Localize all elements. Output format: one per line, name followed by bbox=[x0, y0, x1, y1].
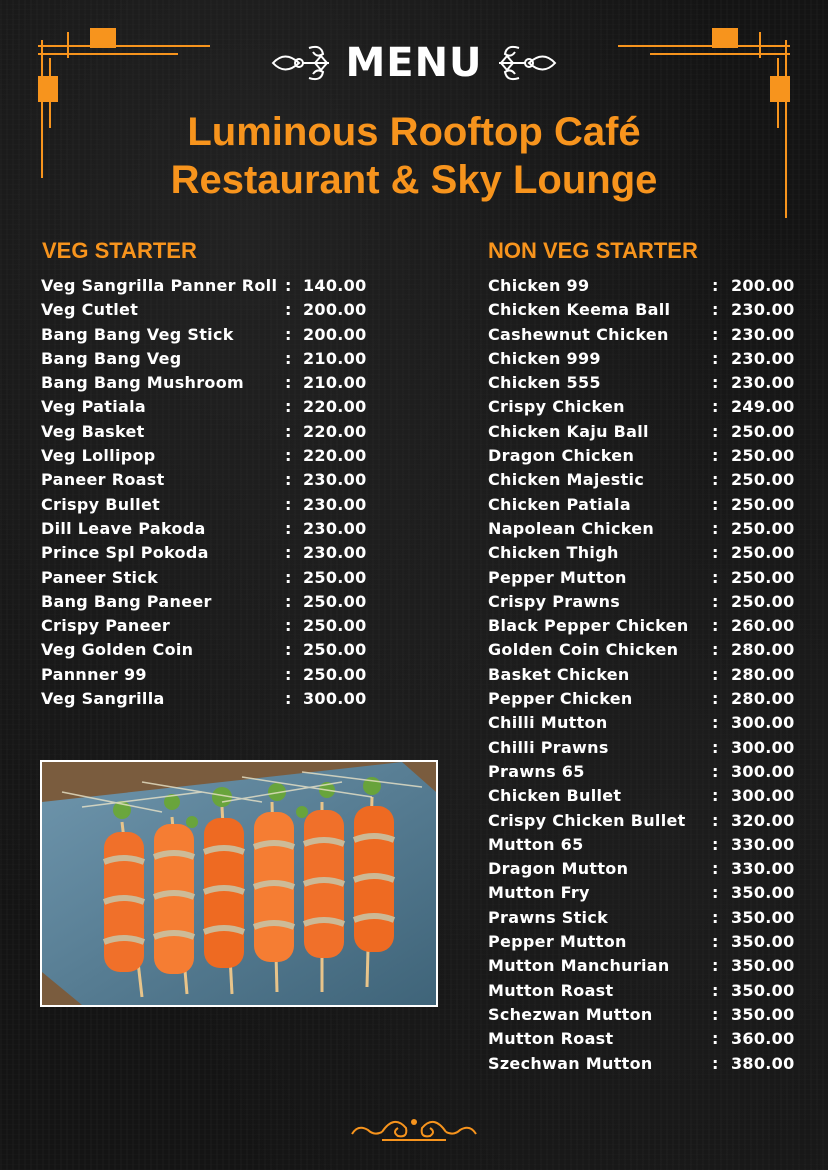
menu-item-price: 230.00 bbox=[303, 543, 367, 563]
menu-item-row bbox=[488, 954, 798, 978]
menu-item-row bbox=[488, 493, 798, 517]
menu-item-name: Mutton Manchurian bbox=[488, 956, 670, 976]
menu-item-row bbox=[41, 420, 371, 444]
menu-item-price: 280.00 bbox=[731, 689, 795, 709]
menu-item-separator: : bbox=[712, 324, 719, 344]
menu-item-separator: : bbox=[285, 373, 292, 393]
menu-item-separator: : bbox=[712, 640, 719, 660]
menu-item-row bbox=[41, 493, 371, 517]
menu-item-row bbox=[488, 1027, 798, 1051]
menu-item-name: Mutton 65 bbox=[488, 834, 584, 854]
menu-item-price: 250.00 bbox=[731, 591, 795, 611]
menu-item-separator: : bbox=[712, 543, 719, 563]
menu-item-price: 250.00 bbox=[731, 494, 795, 514]
menu-item-separator: : bbox=[285, 543, 292, 563]
menu-item-row bbox=[488, 711, 798, 735]
menu-item-name: Chilli Prawns bbox=[488, 737, 609, 757]
menu-item-separator: : bbox=[285, 567, 292, 587]
menu-item-row bbox=[488, 590, 798, 614]
menu-item-separator: : bbox=[712, 664, 719, 684]
menu-item-name: Crispy Chicken Bullet bbox=[488, 810, 686, 830]
menu-item-row bbox=[488, 784, 798, 808]
menu-item-separator: : bbox=[712, 373, 719, 393]
menu-item-price: 220.00 bbox=[303, 446, 367, 466]
menu-item-price: 250.00 bbox=[731, 518, 795, 538]
menu-item-price: 300.00 bbox=[303, 689, 367, 709]
menu-item-name: Chicken 99 bbox=[488, 276, 590, 295]
menu-item-row bbox=[488, 809, 798, 833]
menu-item-row bbox=[41, 395, 371, 419]
menu-item-price: 250.00 bbox=[731, 567, 795, 587]
menu-item-row bbox=[41, 347, 371, 371]
menu-item-separator: : bbox=[285, 664, 292, 684]
menu-item-separator: : bbox=[712, 834, 719, 854]
menu-item-row bbox=[488, 857, 798, 881]
menu-item-separator: : bbox=[712, 348, 719, 368]
skewers-illustration bbox=[42, 762, 436, 1005]
menu-title-block bbox=[269, 40, 558, 86]
menu-item-row bbox=[41, 274, 371, 298]
menu-item-row bbox=[488, 833, 798, 857]
menu-item-price: 250.00 bbox=[303, 616, 367, 636]
menu-item-separator: : bbox=[712, 956, 719, 976]
menu-item-row bbox=[488, 517, 798, 541]
menu-item-separator: : bbox=[285, 616, 292, 636]
menu-item-price: 220.00 bbox=[303, 421, 367, 441]
menu-item-row bbox=[41, 566, 371, 590]
menu-item-price: 320.00 bbox=[731, 810, 795, 830]
menu-item-row bbox=[41, 687, 371, 711]
menu-item-price: 250.00 bbox=[303, 640, 367, 660]
menu-item-name: Chicken Majestic bbox=[488, 470, 645, 490]
menu-item-separator: : bbox=[285, 397, 292, 417]
menu-item-separator: : bbox=[712, 397, 719, 417]
menu-item-price: 250.00 bbox=[731, 421, 795, 441]
scroll-ornament-icon bbox=[269, 40, 331, 86]
menu-item-price: 250.00 bbox=[303, 664, 367, 684]
menu-item-name: Pepper Mutton bbox=[488, 567, 627, 587]
menu-item-price: 280.00 bbox=[731, 640, 795, 660]
menu-item-row bbox=[41, 614, 371, 638]
menu-item-row bbox=[488, 274, 798, 298]
menu-item-price: 330.00 bbox=[731, 834, 795, 854]
menu-item-separator: : bbox=[712, 470, 719, 490]
menu-item-name: Napolean Chicken bbox=[488, 518, 655, 538]
menu-item-row bbox=[41, 444, 371, 468]
nonveg-starter-list bbox=[488, 274, 798, 1076]
menu-item-price: 350.00 bbox=[731, 907, 795, 927]
menu-item-name: Chicken 999 bbox=[488, 348, 601, 368]
menu-item-separator: : bbox=[285, 470, 292, 490]
menu-item-separator: : bbox=[285, 446, 292, 466]
menu-item-price: 250.00 bbox=[303, 567, 367, 587]
menu-item-price: 230.00 bbox=[731, 300, 795, 320]
menu-item-row bbox=[488, 420, 798, 444]
menu-item-row bbox=[41, 468, 371, 492]
menu-item-price: 350.00 bbox=[731, 932, 795, 952]
menu-item-price: 200.00 bbox=[303, 324, 367, 344]
menu-item-name: Pannner 99 bbox=[41, 664, 147, 684]
menu-item-separator: : bbox=[712, 567, 719, 587]
menu-item-separator: : bbox=[285, 300, 292, 320]
menu-item-price: 230.00 bbox=[731, 324, 795, 344]
menu-item-row bbox=[41, 298, 371, 322]
menu-item-row bbox=[488, 906, 798, 930]
menu-item-row bbox=[488, 979, 798, 1003]
food-skewers-photo bbox=[40, 760, 438, 1007]
menu-item-row bbox=[41, 371, 371, 395]
menu-item-price: 300.00 bbox=[731, 761, 795, 781]
menu-item-name: Pepper Mutton bbox=[488, 932, 627, 952]
menu-item-row bbox=[41, 638, 371, 662]
menu-item-separator: : bbox=[285, 518, 292, 538]
menu-item-name: Veg Golden Coin bbox=[41, 640, 194, 660]
menu-item-name: Chicken Keema Ball bbox=[488, 300, 671, 320]
menu-item-row bbox=[488, 1052, 798, 1076]
menu-item-name: Crispy Chicken bbox=[488, 397, 625, 417]
menu-item-separator: : bbox=[712, 591, 719, 611]
menu-item-separator: : bbox=[285, 324, 292, 344]
menu-item-separator: : bbox=[712, 689, 719, 709]
menu-item-name: Paneer Stick bbox=[41, 567, 159, 587]
menu-title: MENU bbox=[345, 40, 483, 86]
menu-item-price: 220.00 bbox=[303, 397, 367, 417]
footer-ornament-icon bbox=[348, 1110, 480, 1146]
menu-item-separator: : bbox=[712, 713, 719, 733]
restaurant-name-line1: Luminous Rooftop Café bbox=[187, 110, 641, 154]
menu-item-separator: : bbox=[285, 494, 292, 514]
menu-item-name: Chicken 555 bbox=[488, 373, 601, 393]
restaurant-name-line2: Restaurant & Sky Lounge bbox=[170, 158, 658, 202]
menu-item-separator: : bbox=[712, 616, 719, 636]
menu-item-name: Chicken Bullet bbox=[488, 786, 622, 806]
menu-item-row bbox=[488, 687, 798, 711]
menu-item-row bbox=[488, 881, 798, 905]
menu-item-separator: : bbox=[712, 421, 719, 441]
menu-item-name: Crispy Prawns bbox=[488, 591, 621, 611]
menu-item-price: 249.00 bbox=[731, 397, 795, 417]
menu-item-name: Veg Patiala bbox=[41, 397, 146, 417]
menu-item-price: 380.00 bbox=[731, 1053, 795, 1073]
scroll-ornament-icon bbox=[497, 40, 559, 86]
menu-item-separator: : bbox=[712, 1004, 719, 1024]
menu-item-row bbox=[488, 395, 798, 419]
menu-item-name: Schezwan Mutton bbox=[488, 1004, 653, 1024]
menu-item-price: 280.00 bbox=[731, 664, 795, 684]
menu-item-name: Bang Bang Veg Stick bbox=[41, 324, 234, 344]
menu-item-name: Bang Bang Veg bbox=[41, 348, 182, 368]
menu-item-price: 230.00 bbox=[303, 518, 367, 538]
veg-starter-list bbox=[41, 274, 371, 711]
menu-item-name: Mutton Roast bbox=[488, 980, 614, 1000]
menu-item-row bbox=[488, 566, 798, 590]
menu-item-separator: : bbox=[712, 907, 719, 927]
menu-item-name: Mutton Roast bbox=[488, 1029, 614, 1049]
menu-item-row bbox=[488, 298, 798, 322]
nonveg-starter-title: NON VEG STARTER bbox=[488, 238, 698, 263]
menu-item-name: Pepper Chicken bbox=[488, 689, 633, 709]
menu-item-price: 250.00 bbox=[731, 543, 795, 563]
menu-item-name: Bang Bang Paneer bbox=[41, 591, 212, 611]
menu-item-row bbox=[41, 517, 371, 541]
menu-item-separator: : bbox=[712, 518, 719, 538]
menu-item-price: 230.00 bbox=[731, 373, 795, 393]
menu-item-separator: : bbox=[285, 421, 292, 441]
menu-item-separator: : bbox=[712, 1053, 719, 1073]
menu-item-name: Chilli Mutton bbox=[488, 713, 608, 733]
menu-item-separator: : bbox=[712, 494, 719, 514]
menu-item-price: 230.00 bbox=[303, 494, 367, 514]
menu-item-name: Veg Lollipop bbox=[41, 446, 156, 466]
menu-item-name: Veg Cutlet bbox=[41, 300, 139, 320]
menu-item-row bbox=[41, 663, 371, 687]
menu-item-name: Prawns 65 bbox=[488, 761, 585, 781]
menu-item-separator: : bbox=[712, 786, 719, 806]
menu-item-separator: : bbox=[285, 276, 292, 295]
menu-item-row bbox=[488, 347, 798, 371]
menu-item-price: 350.00 bbox=[731, 956, 795, 976]
menu-item-separator: : bbox=[712, 276, 719, 295]
menu-item-separator: : bbox=[285, 591, 292, 611]
menu-item-price: 250.00 bbox=[731, 470, 795, 490]
menu-item-price: 350.00 bbox=[731, 883, 795, 903]
menu-item-separator: : bbox=[285, 640, 292, 660]
menu-item-price: 330.00 bbox=[731, 859, 795, 879]
menu-item-price: 210.00 bbox=[303, 373, 367, 393]
menu-item-name: Veg Sangrilla bbox=[41, 689, 165, 709]
menu-item-price: 350.00 bbox=[731, 980, 795, 1000]
menu-item-name: Bang Bang Mushroom bbox=[41, 373, 244, 393]
menu-item-name: Paneer Roast bbox=[41, 470, 165, 490]
menu-item-row bbox=[41, 541, 371, 565]
menu-item-separator: : bbox=[712, 883, 719, 903]
menu-item-name: Szechwan Mutton bbox=[488, 1053, 653, 1073]
menu-item-name: Crispy Paneer bbox=[41, 616, 171, 636]
restaurant-name bbox=[0, 108, 828, 204]
menu-item-price: 140.00 bbox=[303, 276, 367, 295]
menu-item-row bbox=[488, 541, 798, 565]
menu-item-name: Basket Chicken bbox=[488, 664, 630, 684]
menu-item-price: 250.00 bbox=[731, 446, 795, 466]
menu-item-row bbox=[41, 590, 371, 614]
menu-item-price: 360.00 bbox=[731, 1029, 795, 1049]
menu-item-separator: : bbox=[712, 810, 719, 830]
menu-item-row bbox=[488, 930, 798, 954]
menu-item-separator: : bbox=[712, 980, 719, 1000]
menu-item-price: 200.00 bbox=[731, 276, 795, 295]
menu-item-row bbox=[488, 663, 798, 687]
menu-item-price: 200.00 bbox=[303, 300, 367, 320]
menu-item-price: 300.00 bbox=[731, 786, 795, 806]
menu-item-separator: : bbox=[285, 689, 292, 709]
menu-item-row bbox=[488, 468, 798, 492]
menu-item-separator: : bbox=[712, 761, 719, 781]
menu-item-row bbox=[488, 444, 798, 468]
menu-item-price: 250.00 bbox=[303, 591, 367, 611]
menu-item-name: Cashewnut Chicken bbox=[488, 324, 669, 344]
menu-item-row bbox=[41, 323, 371, 347]
menu-item-name: Prince Spl Pokoda bbox=[41, 543, 209, 563]
menu-item-name: Dill Leave Pakoda bbox=[41, 518, 206, 538]
menu-item-name: Veg Sangrilla Panner Roll bbox=[41, 276, 278, 295]
menu-item-price: 350.00 bbox=[731, 1004, 795, 1024]
menu-item-separator: : bbox=[712, 1029, 719, 1049]
menu-header bbox=[0, 40, 828, 204]
menu-item-row bbox=[488, 323, 798, 347]
menu-item-separator: : bbox=[712, 300, 719, 320]
menu-item-name: Crispy Bullet bbox=[41, 494, 161, 514]
menu-item-price: 300.00 bbox=[731, 713, 795, 733]
menu-item-name: Chicken Thigh bbox=[488, 543, 619, 563]
menu-item-name: Dragon Mutton bbox=[488, 859, 629, 879]
menu-item-name: Chicken Patiala bbox=[488, 494, 631, 514]
menu-item-name: Veg Basket bbox=[41, 421, 145, 441]
menu-item-price: 300.00 bbox=[731, 737, 795, 757]
menu-item-price: 210.00 bbox=[303, 348, 367, 368]
menu-item-name: Dragon Chicken bbox=[488, 446, 635, 466]
menu-item-price: 260.00 bbox=[731, 616, 795, 636]
menu-item-row bbox=[488, 371, 798, 395]
menu-item-name: Black Pepper Chicken bbox=[488, 616, 689, 636]
menu-item-row bbox=[488, 1003, 798, 1027]
menu-item-separator: : bbox=[712, 859, 719, 879]
menu-item-separator: : bbox=[712, 446, 719, 466]
menu-item-separator: : bbox=[712, 737, 719, 757]
menu-item-separator: : bbox=[285, 348, 292, 368]
menu-item-row bbox=[488, 638, 798, 662]
menu-item-row bbox=[488, 614, 798, 638]
menu-item-name: Prawns Stick bbox=[488, 907, 609, 927]
menu-item-row bbox=[488, 760, 798, 784]
menu-item-price: 230.00 bbox=[303, 470, 367, 490]
menu-item-price: 230.00 bbox=[731, 348, 795, 368]
menu-item-row bbox=[488, 736, 798, 760]
menu-item-name: Chicken Kaju Ball bbox=[488, 421, 649, 441]
menu-item-name: Mutton Fry bbox=[488, 883, 590, 903]
menu-item-separator: : bbox=[712, 932, 719, 952]
menu-item-name: Golden Coin Chicken bbox=[488, 640, 679, 660]
veg-starter-title: VEG STARTER bbox=[42, 238, 197, 263]
